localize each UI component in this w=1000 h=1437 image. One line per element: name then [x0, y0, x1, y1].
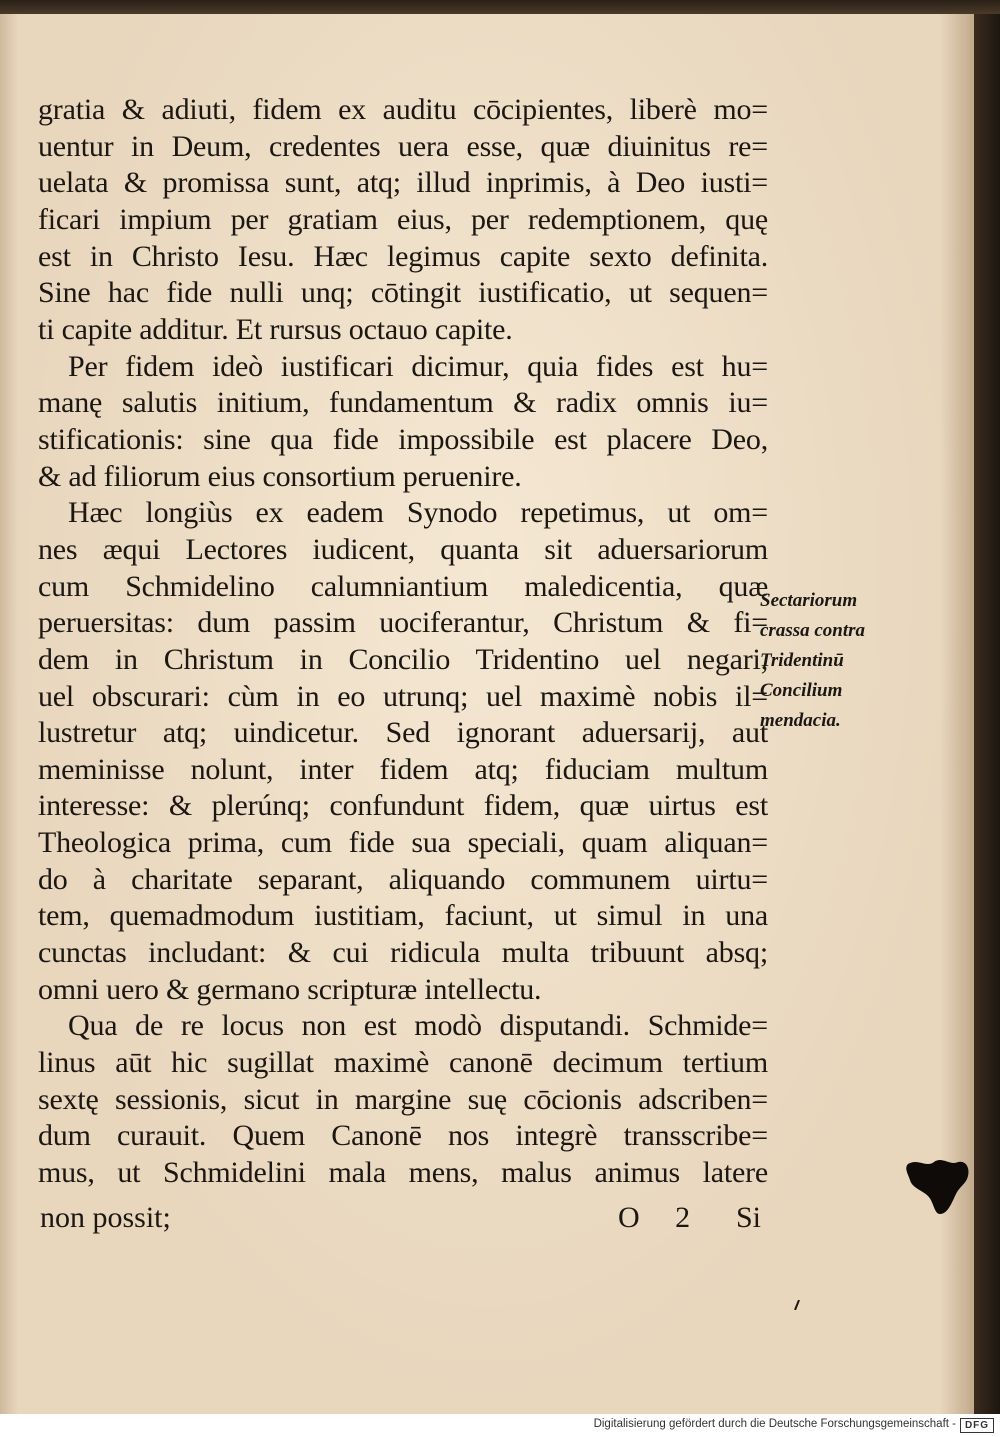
text-line: mus, ut Schmidelini mala mens, malus animus latere — [38, 1156, 768, 1190]
text-line: interesse: & plerúnq; confundunt fidem, quæ uirtus est — [38, 789, 768, 823]
text-line: ficari impium per gratiam eius, per redemptionem, quę — [38, 202, 768, 236]
text-line: stificationis: sine qua fide impossibile est placere Deo, — [38, 422, 768, 456]
ink-blot-stain — [904, 1150, 974, 1220]
text-line: uentur in Deum, credentes uera esse, quæ diuinitus re= — [38, 129, 768, 163]
text-line: & ad filiorum eius consortium peruenire. — [38, 459, 522, 493]
text-line: sextę sessionis, sicut in margine suę cōcionis adscriben= — [38, 1082, 768, 1116]
text-line: dem in Christum in Concilio Tridentino uel negari, — [38, 642, 768, 676]
text-line: uel obscurari: cùm in eo utrunq; uel maximè nobis il= — [38, 679, 768, 713]
marginal-note-line: Tridentinū — [760, 650, 844, 671]
text-line: omni uero & germano scripturæ intellectu. — [38, 972, 542, 1006]
text-line: linus aūt hic sugillat maximè canonē decimum tertium — [38, 1046, 768, 1080]
last-text-line: non possit; — [40, 1201, 171, 1234]
text-line: Qua de re locus non est modò disputandi. Schmide= — [68, 1009, 768, 1043]
stray-ink-mark — [793, 1300, 801, 1310]
catchword: Si — [736, 1201, 762, 1234]
marginal-note — [760, 586, 890, 736]
text-line: ti capite additur. Et rursus octauo capite. — [38, 312, 513, 346]
marginal-note-line: Sectariorum — [760, 590, 858, 611]
scan-top-border — [0, 0, 1000, 14]
funding-credit: Digitalisierung gefördert durch die Deutsche Forschungsgemeinschaft - — [593, 1418, 956, 1430]
marginal-note-line: Concilium — [760, 680, 843, 701]
signature-mark: O 2 — [618, 1201, 705, 1234]
marginal-note-line: mendacia. — [760, 710, 841, 731]
text-line: manę salutis initium, fundamentum & radix omnis iu= — [38, 386, 768, 420]
text-line: Theologica prima, cum fide sua speciali, quam aliquan= — [38, 826, 768, 860]
text-line: Sine hac fide nulli unq; cōtingit iustificatio, ut sequen= — [38, 276, 768, 310]
text-line: est in Christo Iesu. Hæc legimus capite sexto definita. — [38, 239, 768, 273]
text-line: nes æqui Lectores iudicent, quanta sit aduersariorum — [38, 532, 768, 566]
scan-right-border — [974, 14, 1000, 1414]
marginal-note-line: crassa contra — [760, 620, 866, 641]
text-line: do à charitate separant, aliquando communem uirtu= — [38, 862, 768, 896]
text-line: uelata & promissa sunt, atq; illud inprimis, à Deo iusti= — [38, 166, 768, 200]
page-footer-line — [40, 1198, 770, 1238]
text-line: Hæc longiùs ex eadem Synodo repetimus, ut om= — [68, 496, 768, 530]
digitization-footer — [0, 1414, 1000, 1437]
text-line: lustretur atq; uindicetur. Sed ignorant aduersarij, aut — [38, 716, 768, 750]
body-text — [38, 92, 768, 1192]
text-line: cunctas includant: & cui ridicula multa tribuunt absq; — [38, 936, 768, 970]
text-line: gratia & adiuti, fidem ex auditu cōcipientes, liberè mo= — [38, 93, 768, 126]
dfg-logo: DFG — [960, 1418, 994, 1433]
text-line: dum curauit. Quem Canonē nos integrè transscribe= — [38, 1119, 768, 1153]
text-line: Per fidem ideò iustificari dicimur, quia fides est hu= — [68, 349, 768, 383]
text-line: cum Schmidelino calumniantium maledicentia, quæ — [38, 569, 768, 603]
text-line: meminisse nolunt, inter fidem atq; fiduciam multum — [38, 752, 768, 786]
text-line: tem, quemadmodum iustitiam, faciunt, ut simul in una — [38, 899, 768, 933]
text-line: peruersitas: dum passim uociferantur, Christum & fi= — [38, 606, 768, 640]
